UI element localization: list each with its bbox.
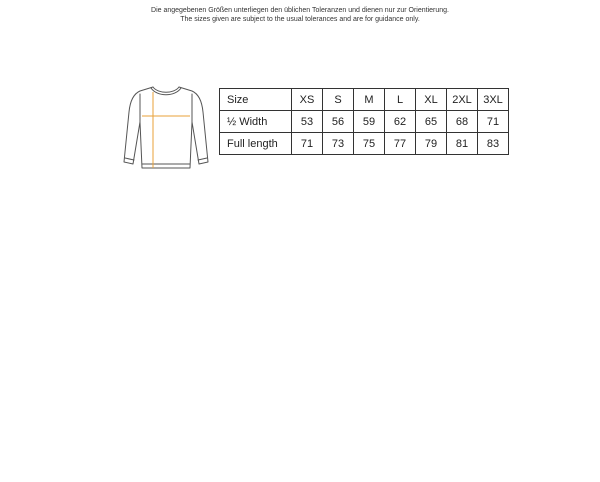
row-label-half-width: ½ Width (220, 111, 292, 133)
table-cell: 81 (447, 133, 478, 155)
table-cell: 62 (385, 111, 416, 133)
size-header-label: Size (220, 89, 292, 111)
size-disclaimer (0, 6, 600, 24)
table-cell: 71 (478, 111, 509, 133)
table-cell: 53 (292, 111, 323, 133)
table-row (220, 111, 509, 133)
size-xs: XS (292, 89, 323, 111)
table-header-row (220, 89, 509, 111)
table-cell: 71 (292, 133, 323, 155)
table-cell: 79 (416, 133, 447, 155)
table-cell: 83 (478, 133, 509, 155)
table-cell: 68 (447, 111, 478, 133)
size-chart-table (219, 88, 509, 155)
table-row (220, 133, 509, 155)
disclaimer-german: Die angegebenen Größen unterliegen den üblichen Toleranzen und dienen nur zur Orientierung. (151, 7, 449, 14)
size-s: S (323, 89, 354, 111)
long-sleeve-sweatshirt-icon (118, 82, 214, 174)
table-cell: 59 (354, 111, 385, 133)
table-cell: 65 (416, 111, 447, 133)
size-2xl: 2XL (447, 89, 478, 111)
disclaimer-english: The sizes given are subject to the usual tolerances and are for guidance only. (180, 16, 420, 23)
size-xl: XL (416, 89, 447, 111)
table-cell: 75 (354, 133, 385, 155)
table-cell: 77 (385, 133, 416, 155)
size-m: M (354, 89, 385, 111)
table-cell: 73 (323, 133, 354, 155)
row-label-full-length: Full length (220, 133, 292, 155)
size-3xl: 3XL (478, 89, 509, 111)
table-cell: 56 (323, 111, 354, 133)
size-l: L (385, 89, 416, 111)
